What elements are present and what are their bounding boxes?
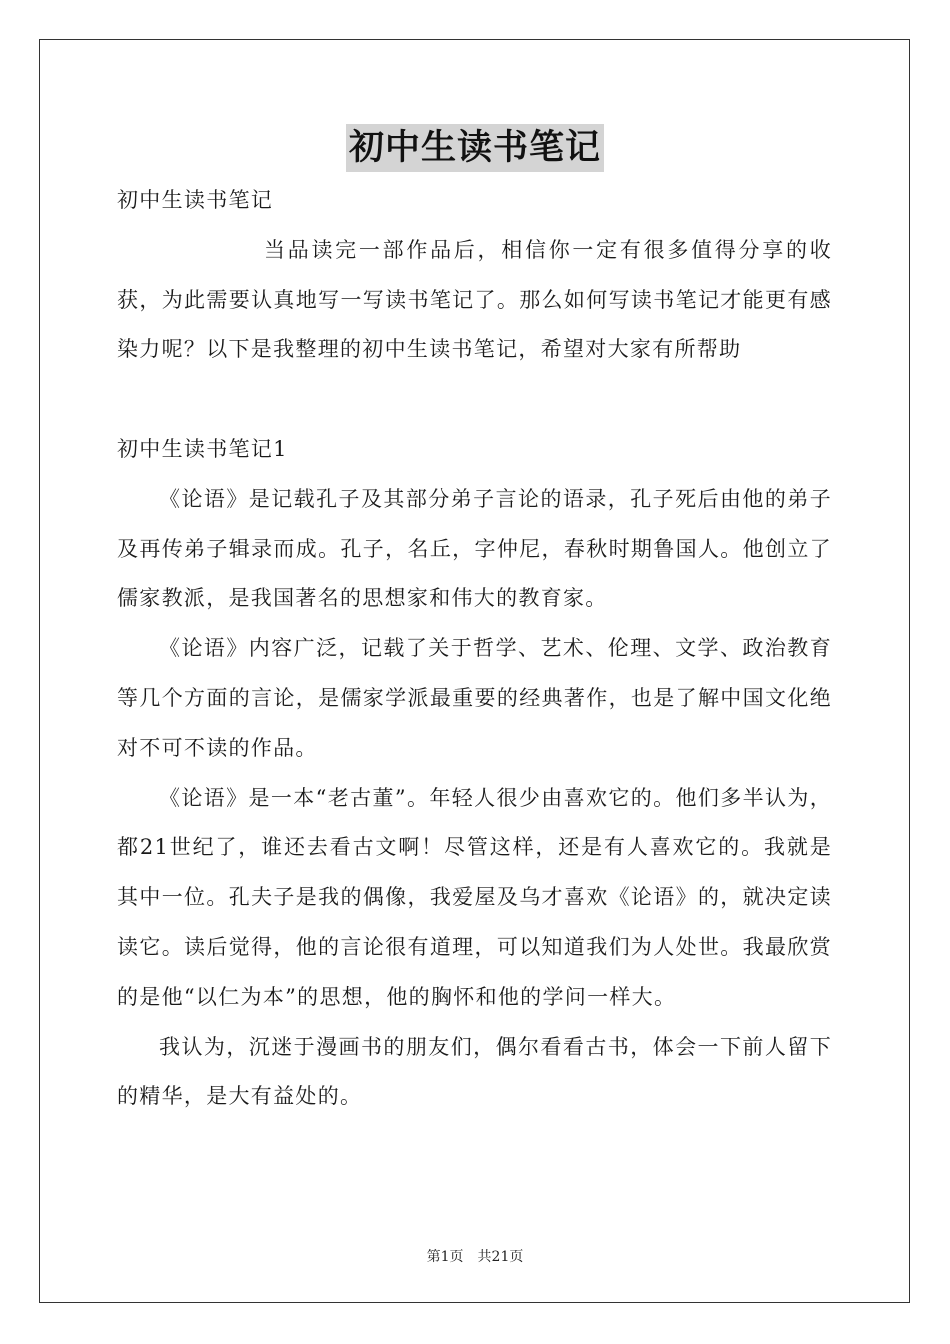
intro-paragraph: 当品读完一部作品后，相信你一定有很多值得分享的收获，为此需要认真地写一写读书笔记了。那么如何写读书笔记才能更有感染力呢？以下是我整理的初中生读书笔记，希望对大家有所帮助	[117, 237, 832, 362]
body-paragraph: 《论语》内容广泛，记载了关于哲学、艺术、伦理、文学、政治教育等几个方面的言论，是儒家学派最重要的经典著作，也是了解中国文化绝对不可不读的作品。	[117, 636, 832, 760]
page-number: 第1页	[426, 1249, 464, 1265]
body-paragraph: 我认为，沉迷于漫画书的朋友们，偶尔看看古书，体会一下前人留下的精华，是大有益处的。	[117, 1034, 832, 1109]
document-title: 初中生读书笔记	[346, 124, 604, 172]
body-paragraph: 《论语》是一本“老古董”。年轻人很少由喜欢它的。他们多半认为，都21世纪了，谁还去看古文啊！尽管这样，还是有人喜欢它的。我就是其中一位。孔夫子是我的偶像，我爱屋及乌才喜欢《论语》的，就决定读读它。读后觉得，他的言论很有道理，可以知道我们为人处世。我最欣赏的是他“以仁为本”的思想，他的胸怀和他的学问一样大。	[117, 785, 832, 1009]
page-total: 共21页	[477, 1249, 524, 1265]
body-paragraph: 《论语》是记载孔子及其部分弟子言论的语录，孔子死后由他的弟子及再传弟子辑录而成。孔子，名丘，字仲尼，春秋时期鲁国人。他创立了儒家教派，是我国著名的思想家和伟大的教育家。	[117, 486, 832, 611]
document-subtitle: 初中生读书笔记	[117, 188, 274, 212]
section-heading: 初中生读书笔记1	[117, 436, 288, 461]
page-footer	[0, 1247, 950, 1267]
document-body	[117, 176, 832, 1122]
paragraph-spacer	[117, 375, 832, 425]
title-container	[0, 124, 950, 172]
